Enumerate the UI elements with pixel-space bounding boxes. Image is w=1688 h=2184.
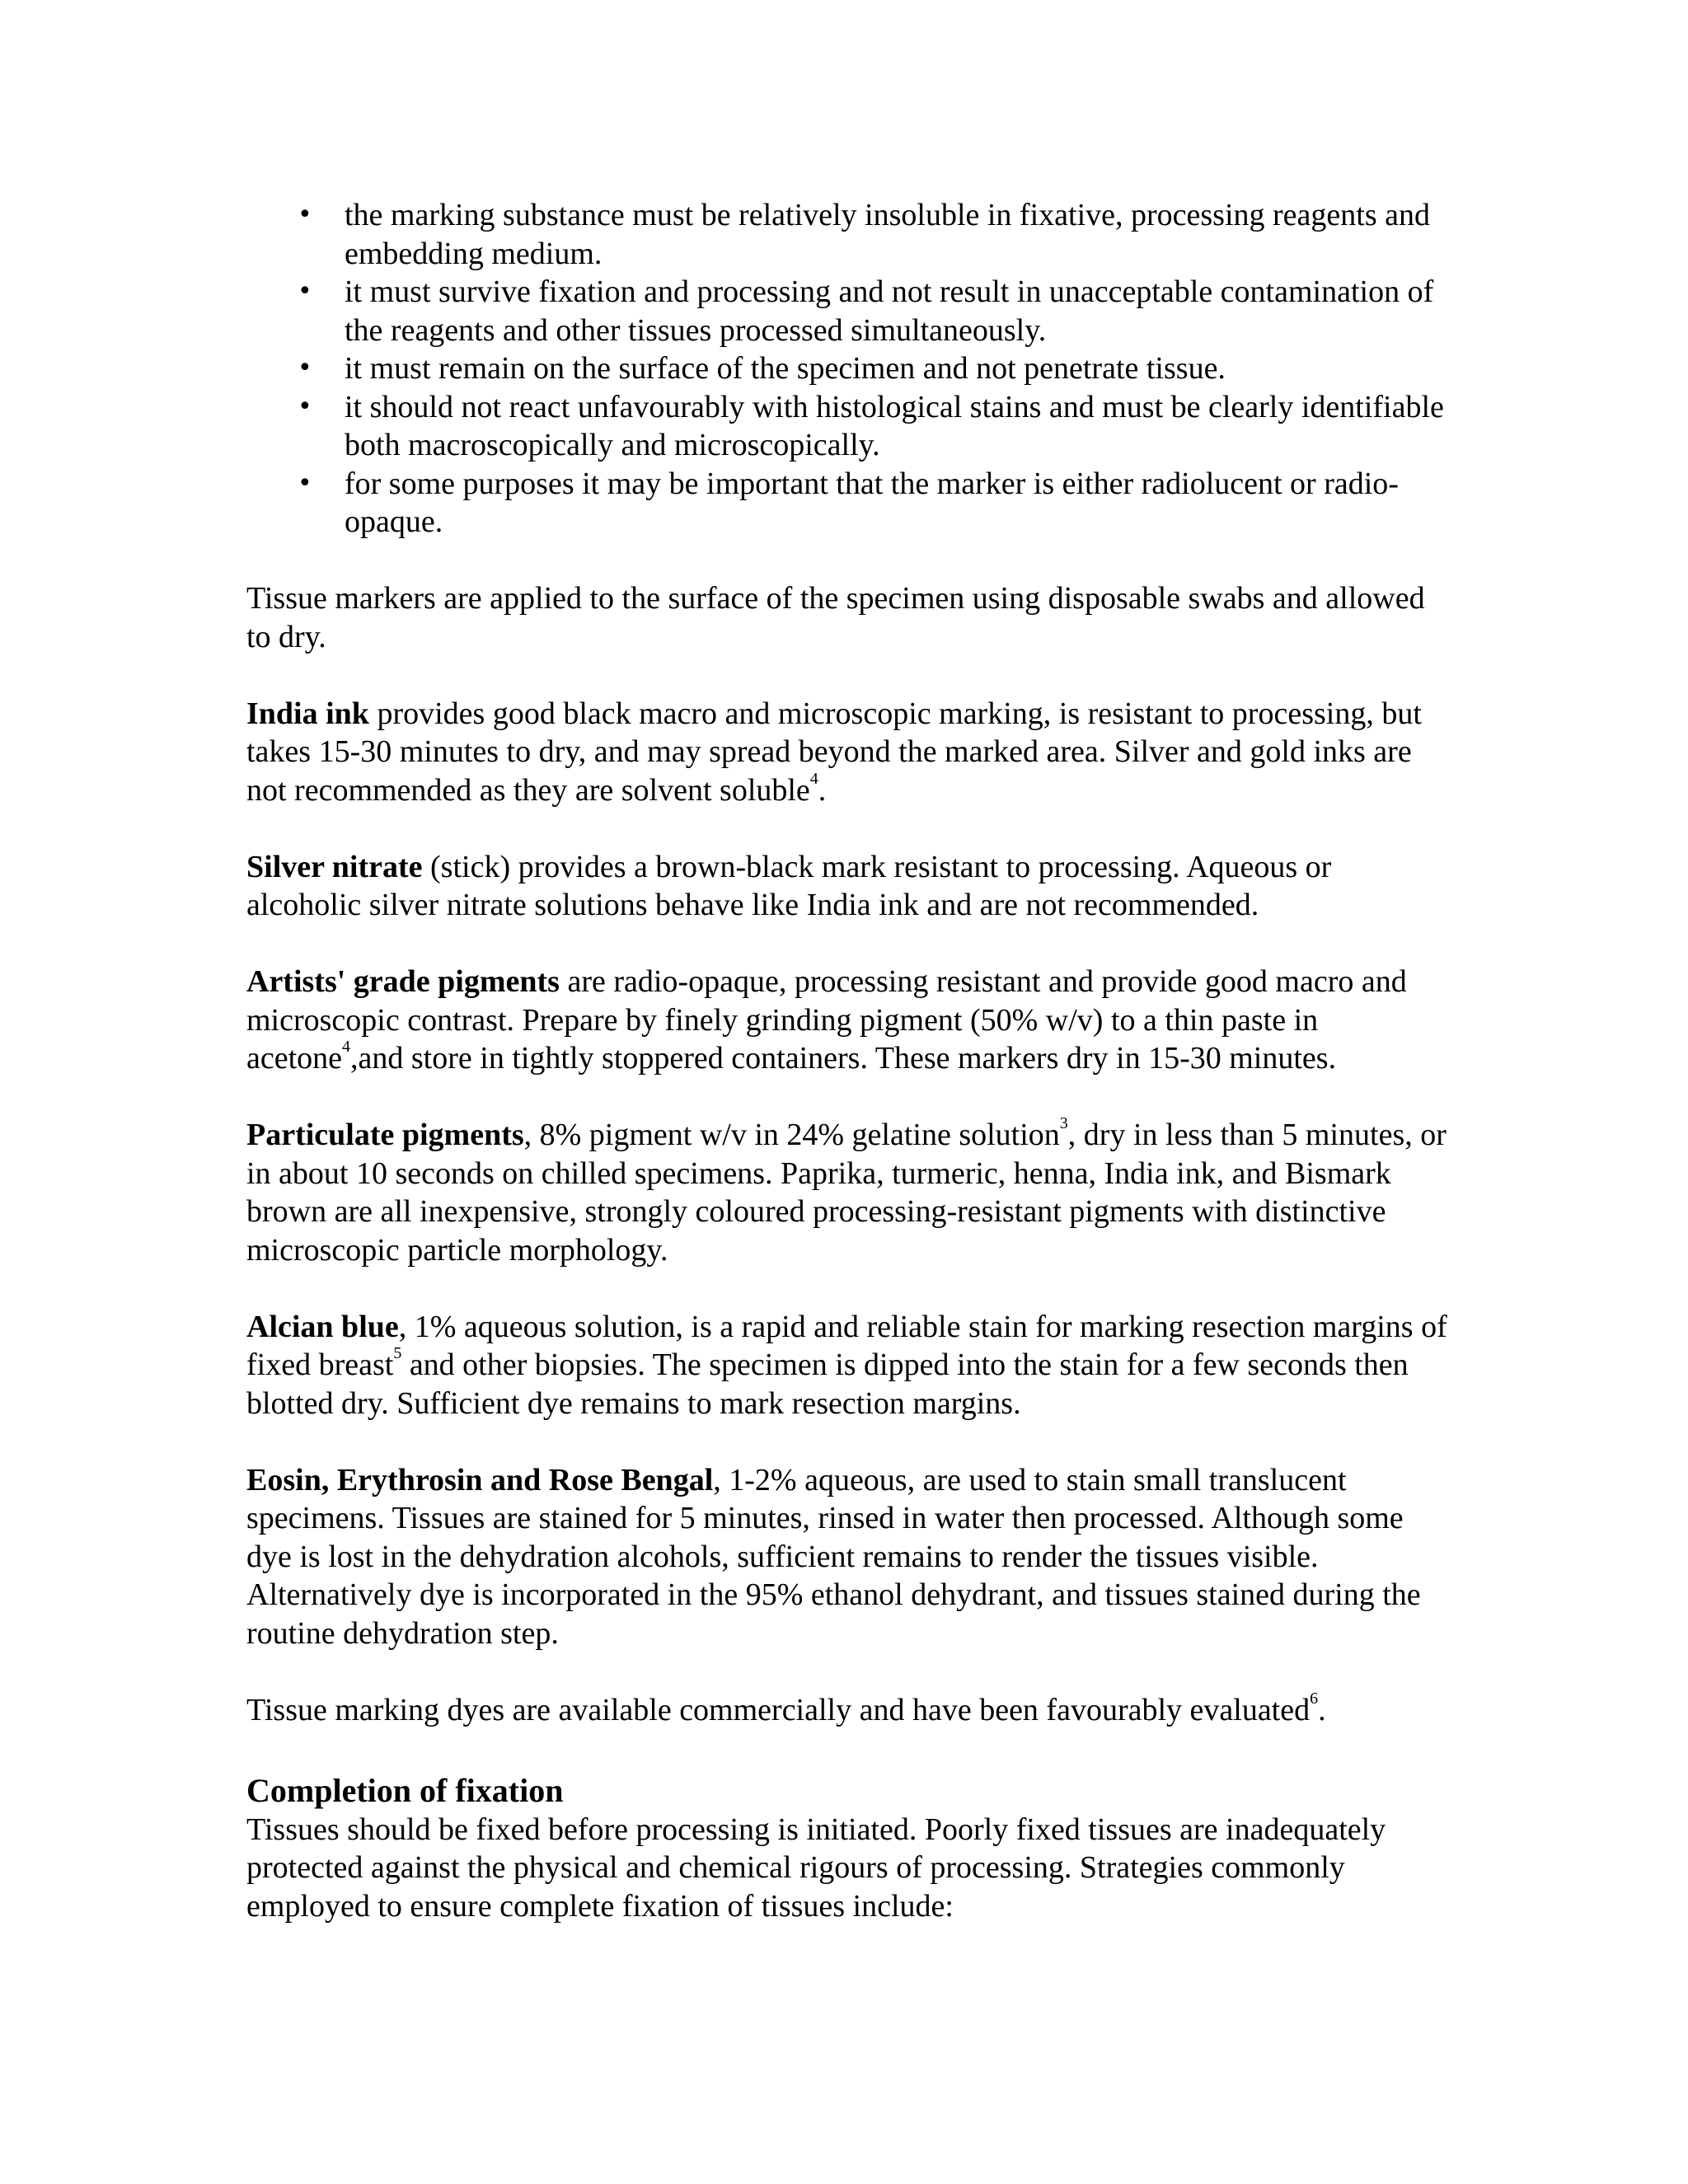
- paragraph-alcian-blue: [246, 1308, 1450, 1423]
- reference-number: 4: [809, 769, 818, 788]
- paragraph-commercial-dyes: [246, 1691, 1450, 1730]
- term-eosin: Eosin, Erythrosin and Rose Bengal: [246, 1462, 714, 1497]
- term-particulate-pigments: Particulate pigments: [246, 1118, 524, 1152]
- paragraph-completion-of-fixation: Tissues should be fixed before processing is initiated. Poorly fixed tissues are inadequately protected against the physical and chemical rigours of processing. Strategies commonly employed to ensure complete fixation of tissues include:: [246, 1811, 1386, 1924]
- reference-number: 5: [393, 1344, 402, 1363]
- paragraph-text: Tissue marking dyes are available commercially and have been favourably evaluated: [246, 1692, 1311, 1727]
- paragraph-application: Tissue markers are applied to the surface of the specimen using disposable swabs and allowed to dry.: [246, 581, 1425, 654]
- paragraph-artists-pigments: [246, 963, 1450, 1078]
- list-item-text: the marking substance must be relatively insoluble in fixative, processing reagents and embedding medium.: [345, 198, 1430, 271]
- list-item-text: it must survive fixation and processing and not result in unacceptable contamination of the reagents and other tissues processed simultaneously.: [345, 274, 1434, 348]
- list-item: [246, 273, 1450, 349]
- bullet-icon: •: [298, 468, 312, 498]
- page-content: [246, 196, 1450, 1964]
- paragraph-text: and other biopsies. The specimen is dipped into the stain for a few seconds then blotted dry. Sufficient dye remains to mark resection margins.: [246, 1347, 1409, 1421]
- paragraph-silver-nitrate: [246, 848, 1450, 925]
- reference-number: 4: [342, 1038, 351, 1057]
- reference-number: 6: [1310, 1689, 1319, 1708]
- paragraph-text: , dry in less than 5 minutes, or in about 10 seconds on chilled specimens. Paprika, turmeric, henna, India ink, and Bismark brown are all inexpensive, strongly coloured processing-resistant pigments with distinctive microscopic particle morphology.: [246, 1118, 1447, 1268]
- paragraph-text: are radio-opaque, processing resistant and provide good macro and microscopic contrast. Prepare by finely grinding pigment (50% w/v) to a thin paste in acetone: [246, 964, 1407, 1076]
- paragraph-india-ink: [246, 695, 1450, 810]
- list-item-text: for some purposes it may be important that the marker is either radiolucent or radio-opaque.: [345, 466, 1399, 539]
- paragraph-eosin: [246, 1461, 1450, 1653]
- list-item-text: it must remain on the surface of the specimen and not penetrate tissue.: [345, 351, 1226, 386]
- bullet-icon: •: [298, 354, 312, 382]
- paragraph-text: .: [818, 772, 827, 808]
- list-item-text: it should not react unfavourably with histological stains and must be clearly identifiable both macroscopically and microscopically.: [345, 389, 1444, 462]
- paragraph-text: provides good black macro and microscopic marking, is resistant to processing, but takes 15-30 minutes to dry, and may spread beyond the marked area. Silver and gold inks are not recommended as they are solvent soluble: [246, 696, 1422, 808]
- term-silver-nitrate: Silver nitrate: [246, 849, 423, 884]
- term-alcian-blue: Alcian blue: [246, 1309, 399, 1344]
- paragraph-text: , 1-2% aqueous, are used to stain small translucent specimens. Tissues are stained for 5 minutes, rinsed in water then processed. Although some dye is lost in the dehydration alcohols, sufficient remains to render the tissues visible. Alternatively dye is incorporated in the 95% ethanol dehydrant, and tissues stained during the routine dehydration step.: [246, 1462, 1421, 1651]
- paragraph-particulate-pigments: [246, 1116, 1450, 1269]
- list-item: [246, 388, 1450, 465]
- term-artists-pigments: Artists' grade pigments: [246, 964, 560, 999]
- paragraph-text: , 1% aqueous solution, is a rapid and reliable stain for marking resection margins of fixed breast: [246, 1309, 1447, 1382]
- paragraph-text: ,and store in tightly stoppered containers. These markers dry in 15-30 minutes.: [350, 1041, 1337, 1076]
- bullet-icon: •: [298, 277, 312, 306]
- list-item: [246, 349, 1450, 388]
- term-india-ink: India ink: [246, 696, 369, 731]
- marker-requirements-list: [246, 196, 1450, 541]
- bullet-icon: •: [298, 200, 312, 229]
- paragraph-text: .: [1318, 1692, 1326, 1727]
- list-item: [246, 196, 1450, 273]
- bullet-icon: •: [298, 391, 312, 421]
- reference-number: 3: [1059, 1114, 1068, 1133]
- list-item: [246, 465, 1450, 541]
- paragraph-text: , 8% pigment w/v in 24% gelatine solution: [523, 1118, 1060, 1152]
- section-heading: Completion of fixation: [246, 1771, 564, 1809]
- paragraph-text: (stick) provides a brown-black mark resistant to processing. Aqueous or alcoholic silver nitrate solutions behave like India ink and are not recommended.: [246, 849, 1332, 922]
